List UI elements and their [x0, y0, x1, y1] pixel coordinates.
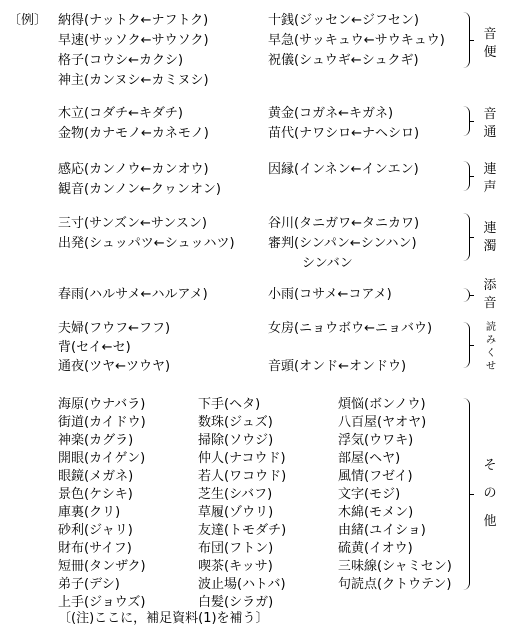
entry: 因縁(インネン←インエン) [268, 162, 419, 177]
entry: 祝儀(シュウギ←シュクギ) [268, 53, 419, 68]
entry: 友達(トモダチ) [198, 523, 287, 538]
entry: 金物(カナモノ←カネモノ) [58, 126, 209, 141]
example-marker: 〔例〕 [8, 13, 48, 28]
entry: 眼鏡(メガネ) [58, 469, 134, 484]
entry: 感応(カンノウ←カンオウ) [58, 162, 209, 177]
entry: 小雨(コサメ←コアメ) [268, 287, 392, 302]
entry: 砂利(ジャリ) [58, 523, 133, 538]
entry: 神主(カンヌシ←カミヌシ) [58, 73, 209, 88]
brace [463, 288, 470, 302]
category-label: 音通 [483, 107, 497, 140]
entry: 景色(ケシキ) [58, 487, 133, 502]
category-label: 音便 [483, 27, 497, 60]
entry: 上手(ジョウズ) [58, 595, 146, 610]
entry: 審判(シンパン←シンハン) [268, 236, 417, 251]
entry: 十銭(ジッセン←ジフセン) [268, 13, 419, 28]
entry: 白髪(シラガ) [198, 595, 274, 610]
entry: 出発(シュッパツ←シュッハツ) [58, 236, 235, 251]
entry: 下手(ヘタ) [198, 397, 261, 412]
entry: 背(セイ←セ) [58, 340, 131, 355]
entry: 数珠(ジュズ) [198, 415, 273, 430]
entry: 若人(ワコウド) [198, 469, 287, 484]
entry: 財布(サイフ) [58, 541, 132, 556]
note: 〔(注)ここに，補足資料(1)を補う〕 [58, 611, 269, 626]
entry: 硫黄(イオウ) [338, 541, 413, 556]
entry: 短冊(タンザク) [58, 559, 146, 574]
entry: 木立(コダチ←キダチ) [58, 106, 183, 121]
brace [463, 106, 470, 136]
entry: 部屋(ヘヤ) [338, 451, 401, 466]
entry: 海原(ウナバラ) [58, 397, 146, 412]
entry: 街道(カイドウ) [58, 415, 146, 430]
entry: 苗代(ナワシロ←ナヘシロ) [268, 126, 420, 141]
entry: 黄金(コガネ←キガネ) [268, 106, 394, 121]
category-label: その他 [483, 458, 497, 529]
entry: 浮気(ウワキ) [338, 433, 414, 448]
entry: 風情(フゼイ) [338, 469, 413, 484]
brace [463, 213, 470, 261]
entry: 夫婦(フウフ←フフ) [58, 321, 171, 336]
entry: 木綿(モメン) [338, 505, 414, 520]
entry: 煩悩(ボンノウ) [338, 397, 426, 412]
entry: 早急(サッキュウ←サウキュウ) [268, 33, 445, 48]
entry: 文字(モジ) [338, 487, 401, 502]
category-label: 読みくせ [486, 322, 496, 372]
entry: 通夜(ツヤ←ツウヤ) [58, 359, 171, 374]
entry: 波止場(ハトバ) [198, 577, 286, 592]
entry: 掃除(ソウジ) [198, 433, 274, 448]
category-label: 添音 [483, 278, 497, 311]
entry: 音頭(オンド←オンドウ) [268, 359, 407, 374]
entry: 納得(ナットク←ナフトク) [58, 13, 209, 28]
entry: 喫茶(キッサ) [198, 559, 273, 574]
entry: 由緒(ユイショ) [338, 523, 426, 538]
entry: シンバン [302, 256, 353, 271]
entry: 春雨(ハルサメ←ハルアメ) [58, 287, 208, 302]
entry: 句読点(クトウテン) [338, 577, 452, 592]
entry: 庫裏(クリ) [58, 505, 121, 520]
category-label: 連声 [483, 162, 497, 195]
entry: 三寸(サンズン←サンスン) [58, 216, 207, 231]
category-label: 連濁 [483, 221, 497, 254]
entry: 神楽(カグラ) [58, 433, 134, 448]
brace [463, 398, 470, 590]
entry: 八百屋(ヤオヤ) [338, 415, 427, 430]
entry: 草履(ゾウリ) [198, 505, 274, 520]
entry: 三味線(シャミセン) [338, 559, 452, 574]
entry: 谷川(タニガワ←タニカワ) [268, 216, 420, 231]
entry: 仲人(ナコウド) [198, 451, 286, 466]
entry: 開眼(カイゲン) [58, 451, 146, 466]
brace [463, 322, 470, 368]
entry: 観音(カンノン←クヮンオン) [58, 182, 221, 197]
entry: 早速(サッソク←サウソク) [58, 33, 209, 48]
brace [463, 161, 470, 191]
entry: 芝生(シバフ) [198, 487, 273, 502]
entry: 女房(ニョウボウ←ニョバウ) [268, 321, 433, 336]
entry: 布団(フトン) [198, 541, 274, 556]
entry: 格子(コウシ←カクシ) [58, 53, 184, 68]
entry: 弟子(デシ) [58, 577, 120, 592]
brace [463, 12, 470, 68]
